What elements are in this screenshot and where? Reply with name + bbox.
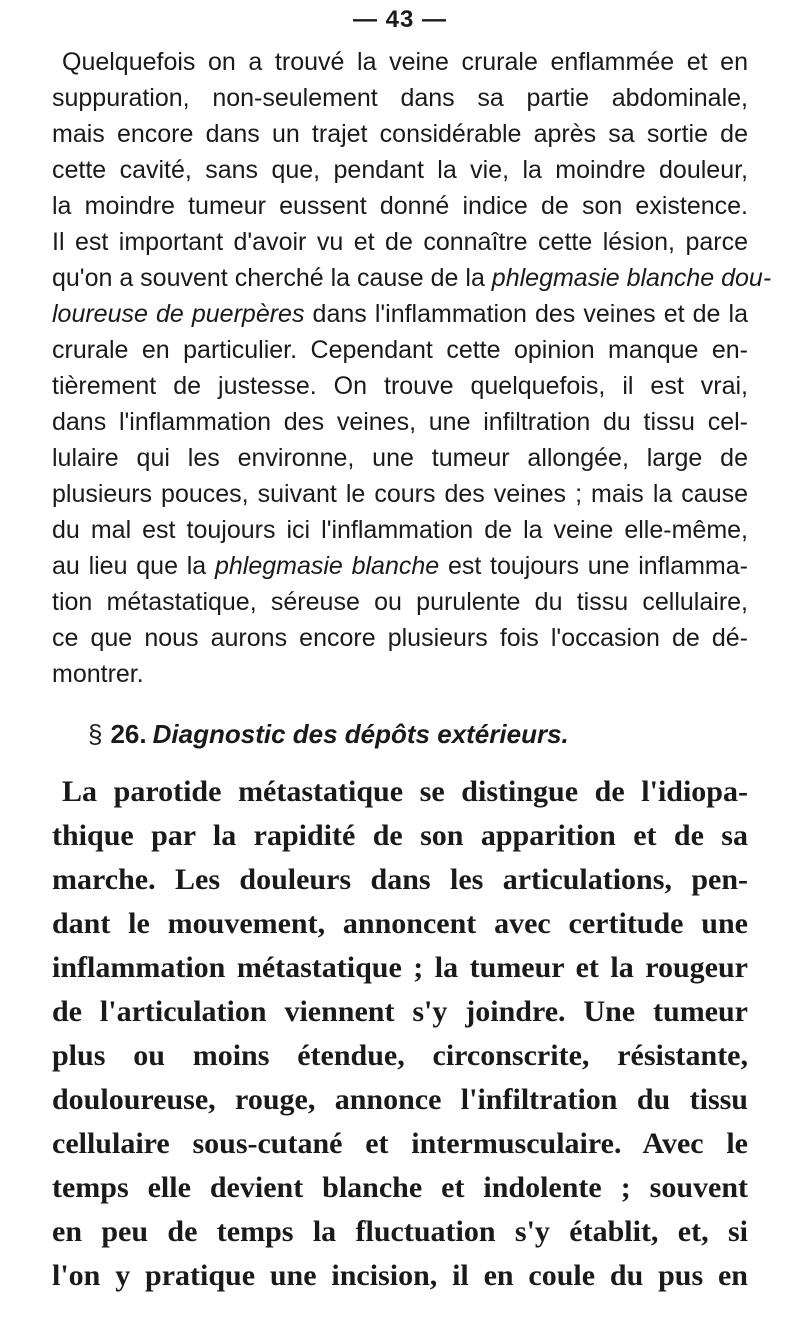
text-line: inflammation métastatique ; la tumeur et la rougeur xyxy=(52,951,748,984)
section-number: 26. xyxy=(110,719,147,749)
text-line: plus ou moins étendue, circonscrite, résistante, xyxy=(52,1039,748,1072)
text-line-mixed xyxy=(52,548,748,584)
text-line: montrer. xyxy=(52,660,144,688)
text-span: au lieu que la xyxy=(52,552,215,580)
text-line: cellulaire sous-cutané et intermusculaire. Avec le xyxy=(52,1127,748,1160)
text-line: la moindre tumeur eussent donné indice de son existence. xyxy=(52,192,748,220)
text-line: marche. Les douleurs dans les articulations, pen- xyxy=(52,863,748,896)
text-line: du mal est toujours ici l'inflammation de la veine elle-même, xyxy=(52,516,748,544)
text-span: est toujours une inflamma- xyxy=(439,552,748,580)
text-span: qu'on a souvent cherché la cause de la xyxy=(52,264,492,292)
text-line: thique par la rapidité de son apparition et de sa xyxy=(52,819,748,852)
section-title: Diagnostic des dépôts extérieurs. xyxy=(152,719,569,749)
text-line: suppuration, non-seulement dans sa partie abdominale, xyxy=(52,84,748,112)
italic-term: loureuse de xyxy=(52,300,192,328)
text-line: l'on y pratique une incision, il en coule du pus en xyxy=(52,1259,748,1292)
section-symbol: § xyxy=(88,719,103,749)
text-line: crurale en particulier. Cependant cette opinion manque en- xyxy=(52,336,748,364)
text-line: ce que nous aurons encore plusieurs fois l'occasion de dé- xyxy=(52,624,748,652)
text-line: en peu de temps la fluctuation s'y établit, et, si xyxy=(52,1215,748,1248)
text-span: dans l'inflammation des veines et de la xyxy=(304,300,748,328)
italic-term: phlegmasie blanche dou- xyxy=(491,264,772,292)
text-line: dant le mouvement, annoncent avec certitude une xyxy=(52,907,748,940)
italic-term: phlegmasie blanche xyxy=(214,552,440,580)
text-line: cette cavité, sans que, pendant la vie, la moindre douleur, xyxy=(52,156,748,184)
text-line: tièrement de justesse. On trouve quelquefois, il est vrai, xyxy=(52,372,748,400)
text-line-mixed xyxy=(52,296,748,332)
text-line: mais encore dans un trajet considérable après sa sortie de xyxy=(52,120,748,148)
text-line: douloureuse, rouge, annonce l'infiltration du tissu xyxy=(52,1083,748,1116)
text-line: dans l'inflammation des veines, une infiltration du tissu cel- xyxy=(52,408,748,436)
italic-term: puerpères xyxy=(191,300,305,328)
text-line: La parotide métastatique se distingue de l'idiopa- xyxy=(62,775,748,808)
text-line: de l'articulation viennent s'y joindre. Une tumeur xyxy=(52,995,748,1028)
section-heading xyxy=(88,716,569,752)
text-line: lulaire qui les environne, une tumeur allongée, large de xyxy=(52,444,748,472)
text-line-mixed xyxy=(52,260,772,296)
page-number: — 43 — xyxy=(352,6,448,33)
text-line: temps elle devient blanche et indolente ; souvent xyxy=(52,1171,748,1204)
text-line: tion métastatique, séreuse ou purulente du tissu cellulaire, xyxy=(52,588,748,616)
text-line: Quelquefois on a trouvé la veine crurale enflammée et en xyxy=(62,48,748,76)
text-line: Il est important d'avoir vu et de connaître cette lésion, parce xyxy=(52,228,748,256)
text-line: plusieurs pouces, suivant le cours des veines ; mais la cause xyxy=(52,480,748,508)
